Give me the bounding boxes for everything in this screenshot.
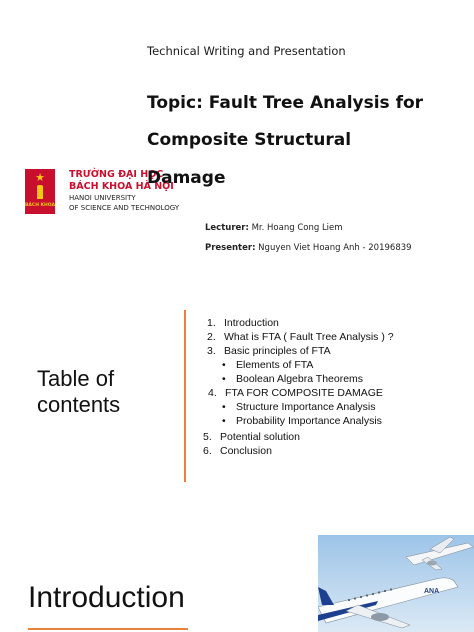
presenter-name: Nguyen Viet Hoang Anh - 20196839 (255, 243, 412, 253)
bullet-icon: • (222, 401, 226, 413)
university-logo (25, 169, 55, 214)
toc-item-number: 2. (207, 331, 216, 343)
course-name: Technical Writing and Presentation (147, 44, 346, 58)
toc-item-text: Potential solution (220, 431, 300, 443)
topic-title-line-3: Damage (147, 168, 226, 188)
toc-item-number: 6. (203, 445, 212, 457)
intro-underline (28, 628, 188, 630)
toc-item-text: Elements of FTA (236, 359, 314, 371)
torch-icon (37, 185, 43, 199)
university-name-en-1: HANOI UNIVERSITY (69, 194, 136, 202)
logo-text: BÁCH KHOA (25, 203, 55, 208)
bullet-icon: • (222, 373, 226, 385)
lecturer-name: Mr. Hoang Cong Liem (248, 223, 343, 233)
toc-slide (0, 290, 474, 520)
toc-title-line-2: contents (37, 392, 121, 417)
lecturer-line (205, 223, 343, 233)
toc-title (37, 366, 120, 418)
presenter-label: Presenter: (205, 243, 256, 253)
airplane-photo (318, 535, 474, 632)
star-icon: ★ (35, 171, 45, 184)
university-name-vn-2: BÁCH KHOA HÀ NỘI (69, 181, 174, 192)
airline-logo-text: ANA (424, 588, 440, 595)
toc-item-number: 3. (207, 345, 216, 357)
title-slide (0, 0, 474, 290)
bullet-icon: • (222, 359, 226, 371)
toc-item-text: Basic principles of FTA (224, 345, 331, 357)
toc-item-text: FTA FOR COMPOSITE DAMAGE (225, 387, 383, 399)
toc-title-line-1: Table of (37, 366, 115, 391)
toc-item-text: Probability Importance Analysis (236, 415, 382, 427)
university-name-vn-1: TRƯỜNG ĐẠI HỌC (69, 169, 164, 180)
toc-item-number: 4. (208, 387, 217, 399)
topic-title-line-1: Topic: Fault Tree Analysis for (147, 93, 424, 113)
toc-divider (184, 310, 186, 482)
toc-item-text: What is FTA ( Fault Tree Analysis ) ? (224, 331, 394, 343)
topic-title-line-2: Composite Structural (147, 130, 352, 150)
bullet-icon: • (222, 415, 226, 427)
lecturer-label: Lecturer: (205, 223, 249, 233)
university-name-en-2: OF SCIENCE AND TECHNOLOGY (69, 204, 180, 212)
intro-title: Introduction (28, 581, 185, 614)
presenter-line (205, 243, 412, 253)
toc-item-text: Structure Importance Analysis (236, 401, 376, 413)
toc-item-text: Conclusion (220, 445, 272, 457)
toc-item-text: Boolean Algebra Theorems (236, 373, 364, 385)
toc-item-number: 5. (203, 431, 212, 443)
toc-item-text: Introduction (224, 317, 279, 329)
intro-slide (0, 520, 474, 632)
toc-item-number: 1. (207, 317, 216, 329)
